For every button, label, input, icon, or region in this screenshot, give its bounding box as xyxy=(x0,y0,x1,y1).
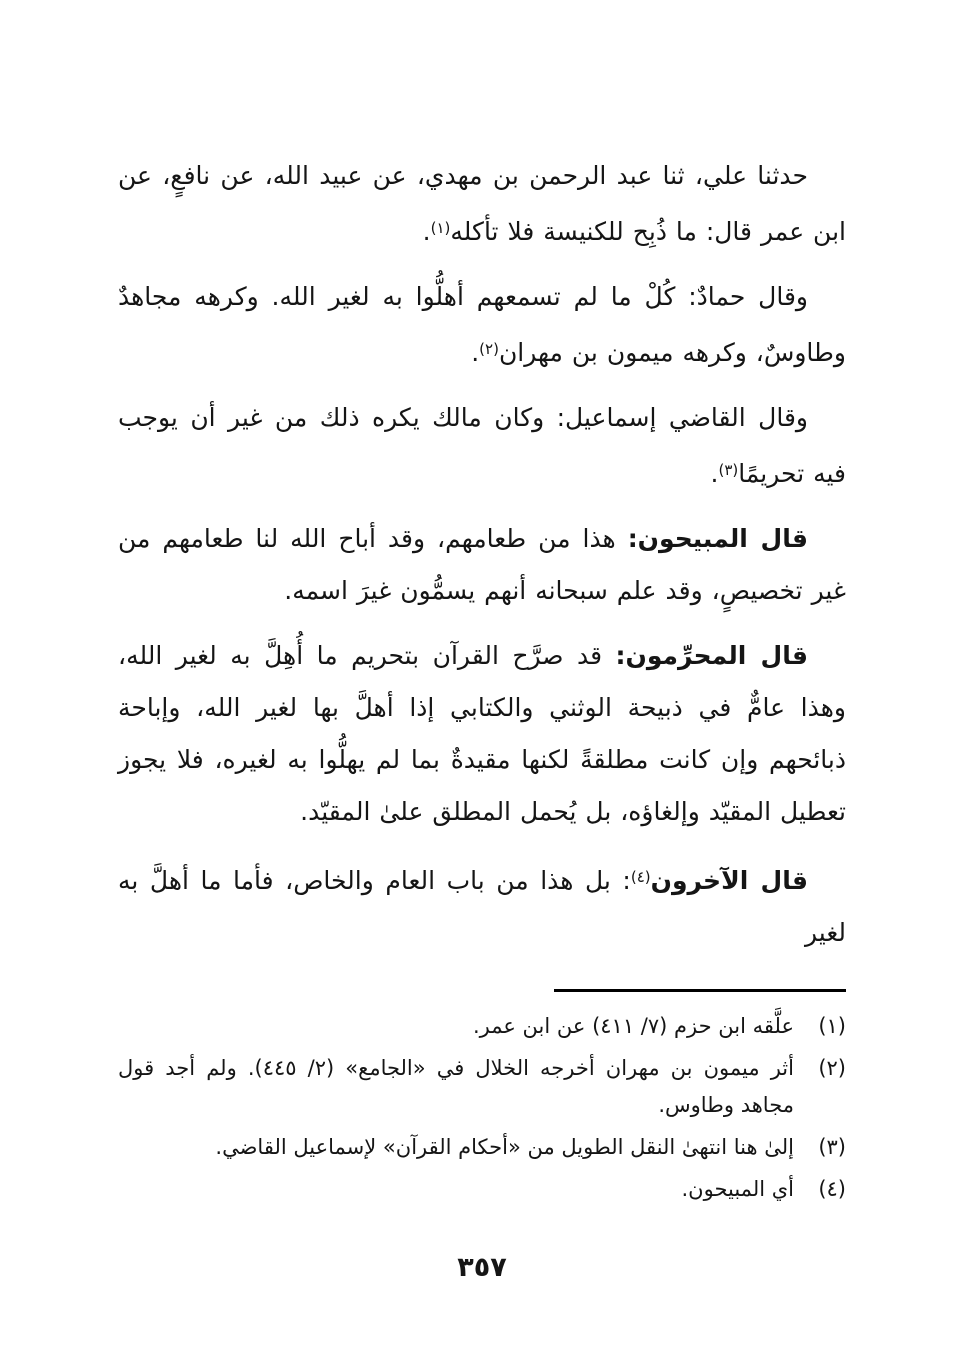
paragraph xyxy=(118,630,846,838)
footnotes-block xyxy=(118,1008,846,1208)
paragraph-text: وقال القاضي إسماعيل: وكان مالك يكره ذلك من غير أن يوجب فيه تحريمًا xyxy=(118,403,846,488)
paragraph-text: وقال حمادٌ: كُلْ ما لم تسمعهم أهلُّوا به لغير الله. وكرهه مجاهدٌ وطاوسٌ، وكرهه ميمون بن مهران xyxy=(118,282,846,367)
footnote xyxy=(118,1008,846,1045)
paragraph-text: حدثنا علي، ثنا عبد الرحمن بن مهدي، عن عبيد الله، عن نافعٍ، عن ابن عمر قال: ما ذُبِح للكنيسة فلا تأكله xyxy=(118,161,846,246)
footnote-ref: (٤) xyxy=(630,868,651,886)
paragraph xyxy=(118,150,846,258)
footnote-text: إلىٰ هنا انتهىٰ النقل الطويل من «أحكام القرآن» لإسماعيل القاضي. xyxy=(215,1135,794,1159)
footnote xyxy=(118,1050,846,1124)
footnote-number: (٢) xyxy=(818,1056,846,1080)
paragraph-text: : بل هذا من باب العام والخاص، فأما ما أهلَّ به لغير xyxy=(118,866,846,947)
footnote xyxy=(118,1171,846,1208)
footnote-text: علَّقه ابن حزم (٧/ ٤١١) عن ابن عمر. xyxy=(472,1014,794,1038)
footnote-ref: (٣) xyxy=(718,461,739,479)
paragraph-text: هذا من طعامهم، وقد أباح الله لنا طعامهم من غير تخصيصٍ، وقد علم سبحانه أنهم يسمُّون غيرَ اسمه. xyxy=(118,524,846,605)
footnote-ref: (٢) xyxy=(479,340,499,358)
paragraph xyxy=(118,392,846,500)
paragraph-tail: . xyxy=(471,338,480,367)
footnote-number: (٣) xyxy=(818,1135,846,1159)
paragraph-text: قد صرَّح القرآن بتحريم ما أُهِلَّ به لغير الله، وهذا عامٌّ في ذبيحة الوثني والكتابي إذا أهلَّ بها لغير الله، وإباحة ذبائحهم وإن كانت مطلقةً لكنها مقيدةٌ بما لم يهلُّوا به لغيره، فلا يجوز تعطيل المقيّد وإلغاؤه، بل يُحمل المطلق علىٰ المقيّد. xyxy=(118,641,846,826)
footnote-text: أي المبيحون. xyxy=(681,1177,794,1201)
footnote-separator xyxy=(554,989,846,992)
paragraph-lead: قال الآخرون xyxy=(650,866,808,895)
paragraph xyxy=(118,513,846,617)
footnote-text: أثر ميمون بن مهران أخرجه الخلال في «الجامع» (٢/ ٤٤٥). ولم أجد قول مجاهد وطاوس. xyxy=(118,1056,794,1117)
footnote-ref: (١) xyxy=(430,219,451,237)
footnote-number: (٤) xyxy=(818,1177,846,1201)
main-text-block xyxy=(118,150,846,959)
paragraph-lead: قال المحرِّمون: xyxy=(615,641,808,670)
paragraph xyxy=(118,271,846,379)
paragraph xyxy=(118,851,846,959)
paragraph-tail: . xyxy=(710,459,719,488)
paragraph-lead: قال المبيحون: xyxy=(627,524,808,553)
footnote xyxy=(118,1129,846,1166)
page-number: ٣٥٧ xyxy=(457,1252,507,1283)
paragraph-tail: . xyxy=(422,217,431,246)
footnote-number: (١) xyxy=(818,1014,846,1038)
